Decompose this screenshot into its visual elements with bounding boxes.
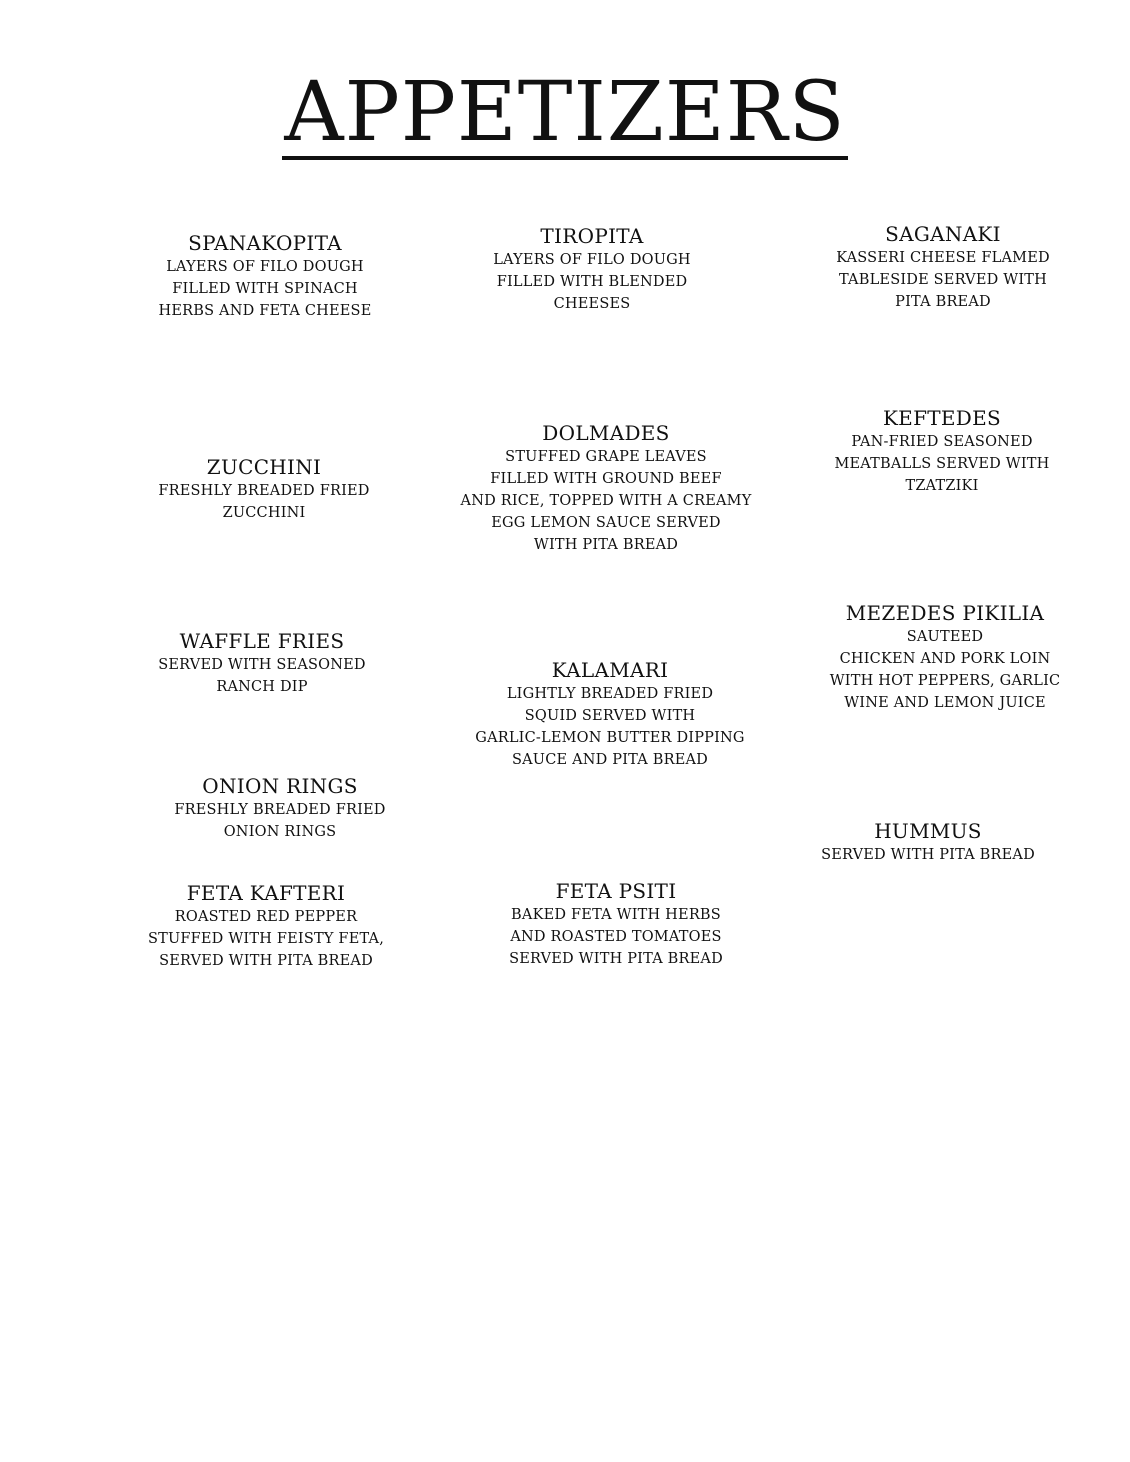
description-line: SAUTEED xyxy=(906,629,984,645)
menu-item-zucchini xyxy=(158,454,369,524)
description-line: TZATZIKI xyxy=(905,478,979,494)
item-name: ZUCCHINI xyxy=(206,455,322,479)
page-title-text: APPETIZERS xyxy=(284,65,846,160)
description-line: LAYERS OF FILO DOUGH xyxy=(166,259,364,275)
description-line: STUFFED WITH FEISTY FETA, xyxy=(147,931,385,947)
item-description xyxy=(475,683,744,771)
item-name: KALAMARI xyxy=(551,658,669,682)
item-name: WAFFLE FRIES xyxy=(179,629,345,653)
description-line: SERVED WITH PITA BREAD xyxy=(509,951,723,967)
description-line: EGG LEMON SAUCE SERVED xyxy=(491,515,721,531)
description-line: MEATBALLS SERVED WITH xyxy=(834,456,1050,472)
description-line: WITH HOT PEPPERS, GARLIC xyxy=(829,673,1061,689)
description-line: BAKED FETA WITH HERBS xyxy=(511,907,721,923)
item-name: FETA PSITI xyxy=(555,879,677,903)
menu-item-tiropita xyxy=(493,223,691,315)
description-line: TABLESIDE SERVED WITH xyxy=(838,272,1048,288)
description-line: LAYERS OF FILO DOUGH xyxy=(493,252,691,268)
menu-item-keftedes xyxy=(834,405,1049,497)
item-name: DOLMADES xyxy=(542,421,670,445)
menu-item-waffle-fries xyxy=(158,628,365,698)
description-line: FRESHLY BREADED FRIED xyxy=(158,483,370,499)
description-line: FRESHLY BREADED FRIED xyxy=(174,802,386,818)
description-line: ONION RINGS xyxy=(223,824,337,840)
menu-item-onion-rings xyxy=(174,773,385,843)
item-description xyxy=(821,844,1035,866)
item-description xyxy=(148,906,384,972)
menu-item-hummus xyxy=(821,818,1035,866)
menu-item-kalamari xyxy=(475,657,744,771)
menu-item-saganaki xyxy=(836,221,1050,313)
description-line: SERVED WITH SEASONED xyxy=(158,657,366,673)
item-name: ONION RINGS xyxy=(202,774,358,798)
description-line: SERVED WITH PITA BREAD xyxy=(821,847,1035,863)
item-name: SAGANAKI xyxy=(885,222,1001,246)
item-description xyxy=(493,249,691,315)
description-line: SERVED WITH PITA BREAD xyxy=(159,953,373,969)
description-line: HERBS AND FETA CHEESE xyxy=(158,303,372,319)
description-line: AND RICE, TOPPED WITH A CREAMY xyxy=(460,493,752,509)
description-line: PITA BREAD xyxy=(895,294,991,310)
item-description xyxy=(461,446,752,556)
menu-item-feta-kafteri xyxy=(148,880,384,972)
item-name: HUMMUS xyxy=(874,819,982,843)
description-line: RANCH DIP xyxy=(216,679,308,695)
item-description xyxy=(158,480,369,524)
description-line: STUFFED GRAPE LEAVES xyxy=(505,449,707,465)
menu-item-spanakopita xyxy=(159,230,372,322)
description-line: FILLED WITH SPINACH xyxy=(172,281,358,297)
description-line: PAN-FRIED SEASONED xyxy=(851,434,1033,450)
item-description xyxy=(159,256,372,322)
description-line: LIGHTLY BREADED FRIED xyxy=(506,686,714,702)
item-description xyxy=(830,626,1061,714)
item-name: FETA KAFTERI xyxy=(186,881,346,905)
item-description xyxy=(509,904,723,970)
description-line: WINE AND LEMON JUICE xyxy=(844,695,1046,711)
description-line: ROASTED RED PEPPER xyxy=(174,909,358,925)
item-name: KEFTEDES xyxy=(882,406,1002,430)
description-line: GARLIC-LEMON BUTTER DIPPING xyxy=(475,730,745,746)
item-name: MEZEDES PIKILIA xyxy=(845,601,1045,625)
description-line: KASSERI CHEESE FLAMED xyxy=(836,250,1050,266)
page-title xyxy=(0,65,1130,160)
description-line: CHEESES xyxy=(553,296,631,312)
description-line: CHICKEN AND PORK LOIN xyxy=(839,651,1051,667)
menu-item-dolmades xyxy=(461,420,752,556)
description-line: ZUCCHINI xyxy=(222,505,306,521)
menu-item-feta-psiti xyxy=(509,878,723,970)
description-line: FILLED WITH BLENDED xyxy=(496,274,688,290)
item-name: SPANAKOPITA xyxy=(188,231,342,255)
description-line: SAUCE AND PITA BREAD xyxy=(511,752,708,768)
description-line: AND ROASTED TOMATOES xyxy=(510,929,722,945)
item-description xyxy=(158,654,365,698)
item-description xyxy=(836,247,1050,313)
description-line: SQUID SERVED WITH xyxy=(524,708,696,724)
description-line: FILLED WITH GROUND BEEF xyxy=(490,471,722,487)
description-line: WITH PITA BREAD xyxy=(533,537,679,553)
item-description xyxy=(834,431,1049,497)
item-description xyxy=(174,799,385,843)
menu-item-mezedes-pikilia xyxy=(830,600,1061,714)
item-name: TIROPITA xyxy=(540,224,644,248)
